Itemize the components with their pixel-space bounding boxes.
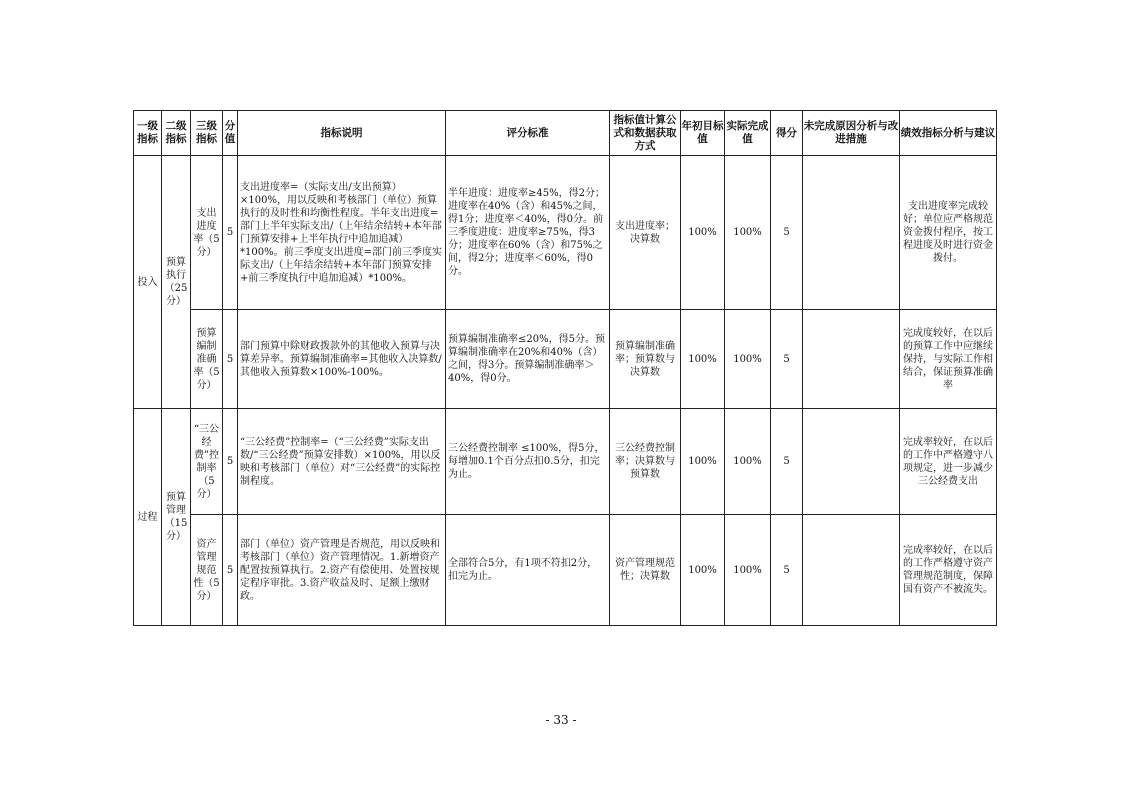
formula-cell: 三公经费控制率；决算数与预算数: [610, 409, 681, 515]
header-level2: 二级指标: [162, 111, 191, 156]
advice-cell: 完成率较好，在以后的工作严格遵守资产管理规范制度，保障国有资产不被流失。: [900, 515, 997, 626]
header-actual: 实际完成值: [725, 111, 771, 156]
header-reason: 未完成原因分析与改进措施: [803, 111, 900, 156]
level1-cell: 投入: [134, 156, 162, 409]
actual-cell: 100%: [725, 409, 771, 515]
standard-cell: 三公经费控制率 ≤100%，得5分，每增加0.1个百分点扣0.5分，扣完为止。: [446, 409, 610, 515]
actual-cell: 100%: [725, 156, 771, 310]
level3-cell: 预算编制准确率（5分）: [191, 310, 223, 409]
reason-cell: [803, 310, 900, 409]
got-cell: 5: [771, 156, 803, 310]
got-cell: 5: [771, 515, 803, 626]
advice-cell: 完成率较好，在以后的工作中严格遵守八项规定，进一步减少三公经费支出: [900, 409, 997, 515]
level3-cell: 资产管理规范性（5分）: [191, 515, 223, 626]
header-level3: 三级指标: [191, 111, 223, 156]
formula-cell: 预算编制准确率；预算数与决算数: [610, 310, 681, 409]
score-cell: 5: [223, 515, 238, 626]
table-row: [134, 409, 997, 515]
header-score: 分值: [223, 111, 238, 156]
header-row: [134, 111, 997, 156]
standard-cell: 全部符合5分，有1项不符扣2分，扣完为止。: [446, 515, 610, 626]
advice-cell: 支出进度率完成较好；单位应严格规范资金拨付程序，按工程进度及时进行资金拨付。: [900, 156, 997, 310]
table-row: [134, 515, 997, 626]
description-cell: 部门（单位）资产管理是否规范，用以反映和考核部门（单位）资产管理情况。1.新增资产配置按预算执行。2.资产有偿使用、处置按规定程序审批。3.资产收益及时、足额上缴财政。: [238, 515, 446, 626]
score-cell: 5: [223, 156, 238, 310]
performance-table: [133, 110, 997, 626]
header-level1: 一级指标: [134, 111, 162, 156]
table-row: [134, 156, 997, 310]
standard-cell: 预算编制准确率≤20%，得5分。预算编制准确率在20%和40%（含）之间，得3分。预算编制准确率＞40%，得0分。: [446, 310, 610, 409]
advice-cell: 完成度较好，在以后的预算工作中应继续保持，与实际工作相结合，保证预算准确率: [900, 310, 997, 409]
actual-cell: 100%: [725, 515, 771, 626]
actual-cell: 100%: [725, 310, 771, 409]
score-cell: 5: [223, 409, 238, 515]
level2-cell: 预算管理（15分）: [162, 409, 191, 626]
header-got: 得分: [771, 111, 803, 156]
header-advice: 绩效指标分析与建议: [900, 111, 997, 156]
target-cell: 100%: [681, 515, 725, 626]
header-description: 指标说明: [238, 111, 446, 156]
reason-cell: [803, 156, 900, 310]
standard-cell: 半年进度：进度率≥45%，得2分；进度率在40%（含）和45%之间，得1分；进度率＜40%，得0分。前三季度进度：进度率≥75%，得3分；进度率在60%（含）和75%之间，得2分；进度率＜60%，得0分。: [446, 156, 610, 310]
formula-cell: 支出进度率；决算数: [610, 156, 681, 310]
target-cell: 100%: [681, 310, 725, 409]
target-cell: 100%: [681, 156, 725, 310]
page-number: - 33 -: [545, 713, 577, 727]
target-cell: 100%: [681, 409, 725, 515]
level3-cell: “三公经费”控制率（5分）: [191, 409, 223, 515]
header-standard: 评分标准: [446, 111, 610, 156]
got-cell: 5: [771, 310, 803, 409]
level3-cell: 支出进度率（5分）: [191, 156, 223, 310]
header-target: 年初目标值: [681, 111, 725, 156]
reason-cell: [803, 409, 900, 515]
description-cell: 支出进度率=（实际支出/支出预算）×100%，用以反映和考核部门（单位）预算执行的及时性和均衡性程度。半年支出进度=部门上半年实际支出/（上年结余结转+本年部门预算安排+上半年执行中追加追减）*100%。前三季度支出进度=部门前三季度实际支出/（上年结余结转+本年部门预算安排+前三季度执行中追加追减）*100%。: [238, 156, 446, 310]
score-cell: 5: [223, 310, 238, 409]
table-row: [134, 310, 997, 409]
level2-cell: 预算执行（25分）: [162, 156, 191, 409]
header-formula: 指标值计算公式和数据获取方式: [610, 111, 681, 156]
got-cell: 5: [771, 409, 803, 515]
reason-cell: [803, 515, 900, 626]
formula-cell: 资产管理规范性；决算数: [610, 515, 681, 626]
description-cell: “三公经费”控制率=（“三公经费”实际支出数/“三公经费”预算安排数）×100%，用以反映和考核部门（单位）对“三公经费”的实际控制程度。: [238, 409, 446, 515]
level1-cell: 过程: [134, 409, 162, 626]
description-cell: 部门预算中除财政拨款外的其他收入预算与决算差异率。预算编制准确率=其他收入决算数/其他收入预算数×100%-100%。: [238, 310, 446, 409]
